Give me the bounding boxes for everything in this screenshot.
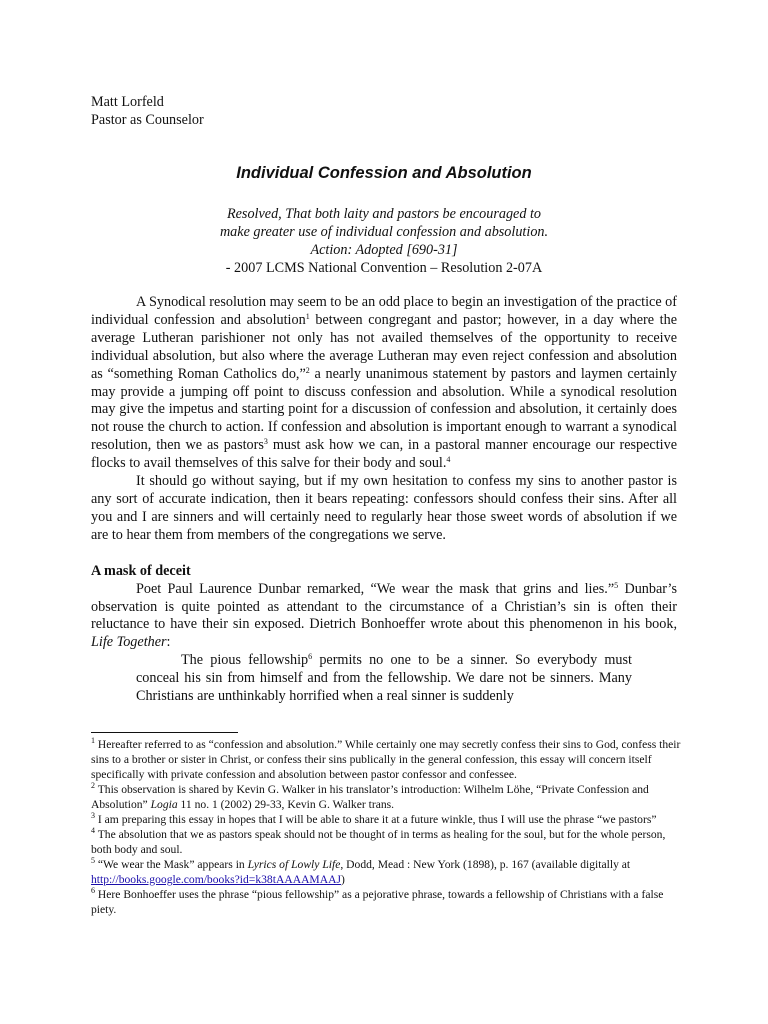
epigraph-line-3: Action: Adopted [690-31] [310,242,458,258]
footnote-ref-4[interactable]: 4 [446,455,451,465]
footnote-2-number: 2 [91,781,95,790]
quote-text-a: The pious fellowship [181,652,309,669]
footnote-3-number: 3 [91,811,95,820]
footnote-2-text-a: This observation is shared by Kevin G. Walker in his translator’s introduction: Wilhelm Löhe, “Private Confession and Absolution” [91,783,649,811]
footnote-5-text-b: , Dodd, Mead : New York (1898), p. 167 (available digitally at [340,858,631,871]
footnote-5 [91,857,681,887]
paragraph-1-text-a: A Synodical resolution may seem to be an odd place to begin an investigation of the practice of individual confession and absolution [91,294,677,328]
epigraph [0,205,768,277]
footnote-4-text: The absolution that we as pastors speak should not be thought of in terms as healing for the soul, but for the whole person, both body and soul. [91,828,666,856]
footnote-ref-2[interactable]: 2 [305,365,310,375]
body-text [91,294,677,706]
footnote-2-text-b: 11 no. 1 (2002) 29-33, Kevin G. Walker trans. [177,798,395,811]
block-quote [136,652,632,706]
footnote-5-book: Lyrics of Lowly Life [247,858,341,871]
paragraph-3 [91,581,677,653]
author-name: Matt Lorfeld [91,94,164,110]
paragraph-3-text-b: Dunbar’s observation is quite pointed as attendant to the circumstance of a Christian’s sin is often their reluctance to have their sin exposed. Dietrich Bonhoeffer wrote about this phenomenon in his book, [91,580,677,633]
footnote-3 [91,812,681,827]
document-title: Individual Confession and Absolution [236,164,532,182]
footnote-5-text-a: “We wear the Mask” appears in [95,858,248,871]
footnote-5-number: 5 [91,856,95,865]
paragraph-3-text-c: : [166,634,171,651]
footnote-2-journal: Logia [150,798,178,811]
footnote-6-number: 6 [91,886,95,895]
footnotes [91,737,681,917]
quote-text-b: permits no one to be a sinner. So everybody must conceal his sin from himself and from the fellowship. We dare not be sinners. Many Christians are unthinkably horrified when a real sinner is suddenly [136,652,632,705]
footnote-5-link[interactable]: http://books.google.com/books?id=k38tAAAAMAAJ [91,873,342,886]
footnote-1-text: Hereafter referred to as “confession and absolution.” While certainly one may secretly confess their sins to God, confess their sins to a brother or sister in Christ, or confess their sins publically in the general confession, this essay will concern itself specifically with private confession and absolution between pastor confessor and confessee. [91,738,681,781]
epigraph-source: - 2007 LCMS National Convention – Resolution 2-07A [225,260,543,276]
footnote-ref-5[interactable]: 5 [614,580,619,590]
book-title: Life Together [91,634,167,651]
author-block [91,93,204,129]
footnote-ref-1[interactable]: 1 [305,311,310,321]
paragraph-3-text-a: Poet Paul Laurence Dunbar remarked, “We wear the mask that grins and lies.” [136,580,615,597]
footnote-1 [91,737,681,782]
paragraph-1 [91,294,677,473]
footnote-5-text-c: ) [341,873,345,886]
epigraph-line-2: make greater use of individual confession and absolution. [219,224,549,240]
footnote-6 [91,887,681,917]
paragraph-1-text-c: a nearly unanimous statement by pastors and laymen certainly may provide a jumping off point to discuss confession and absolution. While a synodical resolution may give the impetus and starting point for a discussion of confession and absolution, it certainly does not rouse the church to action. If confession and absolution is important enough to warrant a synodical resolution, then we as pastors [91,365,677,454]
footnote-1-number: 1 [91,736,95,745]
paragraph-2: It should go without saying, but if my own hesitation to confess my sins to another pastor is any sort of accurate indication, then it bears repeating: confessors should confess their sins. After all you and I are sinners and will certainly need to regularly hear those sweet words of absolution if we are to hear them from members of the congregations we serve. [91,473,677,543]
footnote-6-text: Here Bonhoeffer uses the phrase “pious fellowship” as a pejorative phrase, towards a fellowship of Christians with a false piety. [91,888,664,916]
footnote-3-text: I am preparing this essay in hopes that I will be able to share it at a future winkle, thus I will use the phrase “we pastors” [95,813,657,826]
paragraph-1-text-d: must ask how we can, in a pastoral manner encourage our respective flocks to avail themselves of this salve for their body and soul. [91,437,677,472]
footnote-separator [91,732,238,733]
course-name: Pastor as Counselor [91,112,204,128]
section-heading: A mask of deceit [91,562,191,579]
epigraph-line-1: Resolved, That both laity and pastors be encouraged to [226,206,542,222]
footnote-2 [91,782,681,812]
paragraph-1-text-b: between congregant and pastor; however, in a day where the average Lutheran parishioner not only has not availed themselves of the opportunity to receive individual absolution, but also where the average Lutheran may even reject confession and absolution as “something Roman Catholics do,” [91,311,678,382]
footnote-ref-3[interactable]: 3 [263,437,268,447]
footnote-4-number: 4 [91,826,95,835]
footnote-ref-6[interactable]: 6 [308,652,313,662]
footnote-4 [91,827,681,857]
